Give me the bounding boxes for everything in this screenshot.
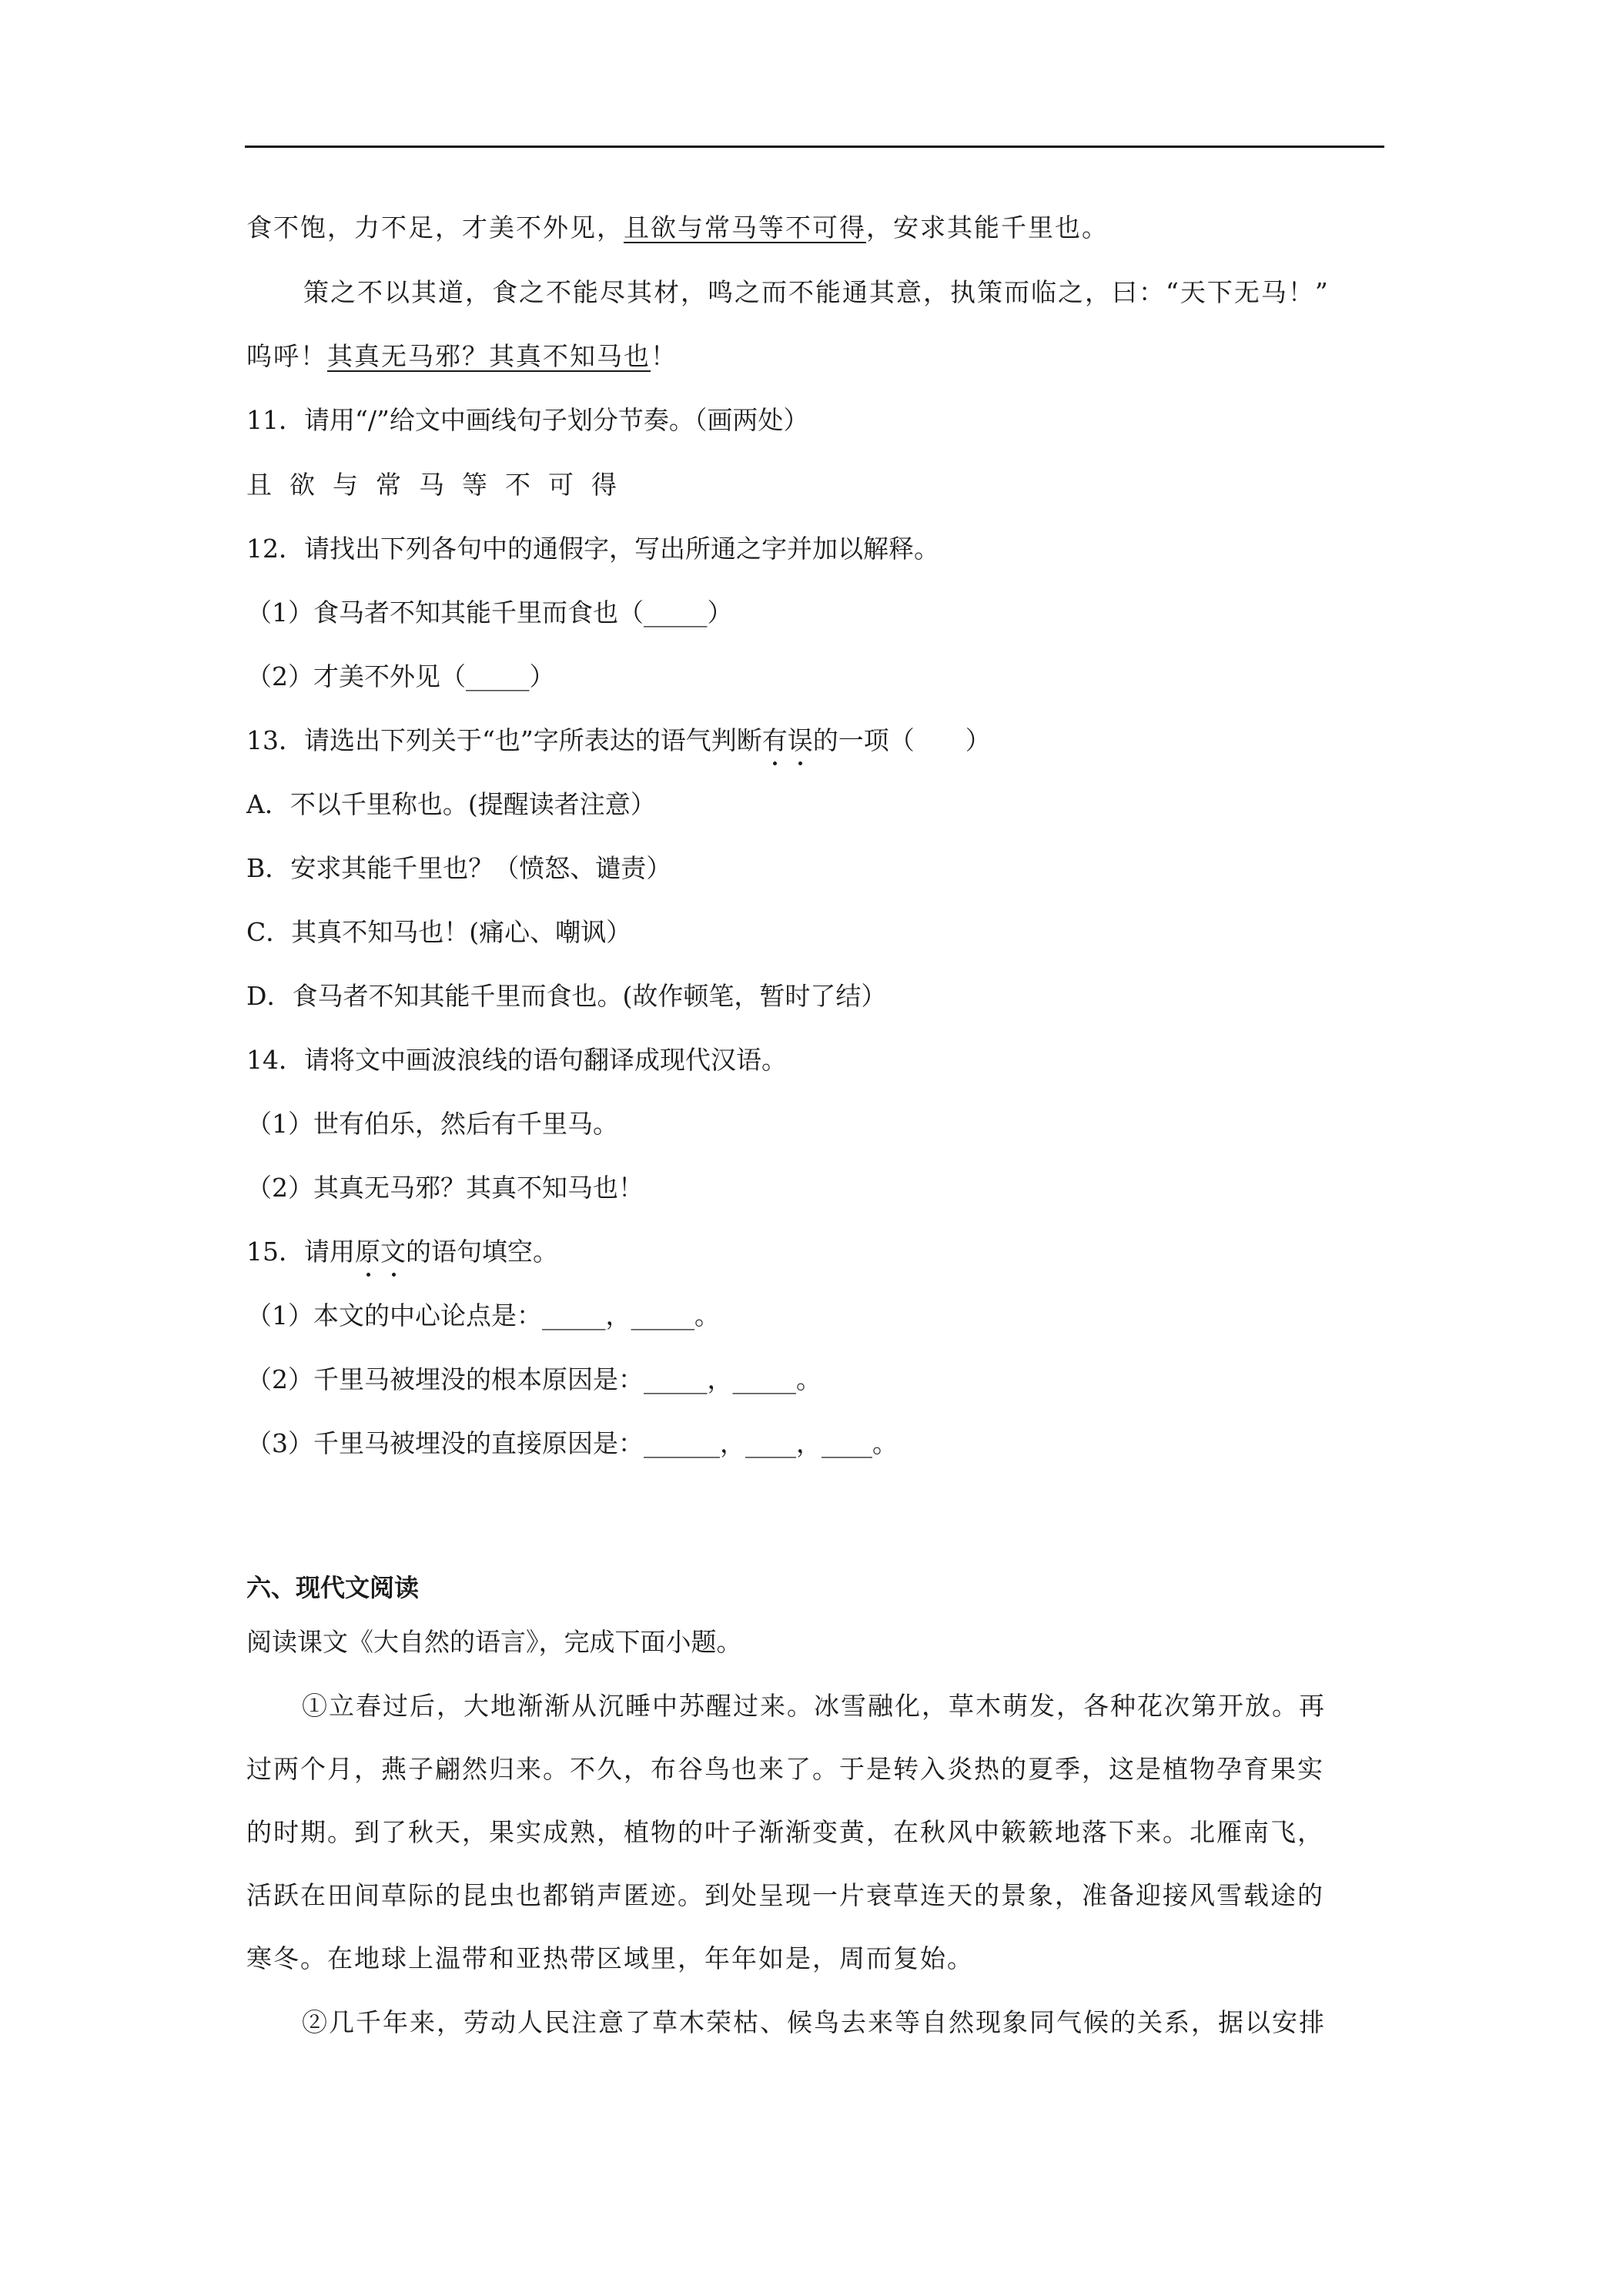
rhythm-sentence: 且欲与常马等不可得: [246, 470, 634, 500]
question-item: （1）世有伯乐，然后有千里马。: [246, 1109, 618, 1139]
passage-line-1: [246, 211, 1109, 245]
question-15-item-3: [246, 1427, 898, 1461]
passage-line-2: [303, 276, 1330, 310]
passage-text: ！: [651, 341, 678, 371]
question-item: （2）其真无马邪？其真不知马也！: [246, 1173, 644, 1203]
article-paragraph-1-line-4: [246, 1879, 1324, 1913]
section-intro-text: 阅读课文《大自然的语言》，完成下面小题。: [246, 1627, 742, 1657]
question-prompt: 11．请用“/”给文中画线句子划分节奏。（画两处）: [246, 405, 809, 435]
question-prompt: 的一项（ ）: [812, 725, 991, 755]
article-paragraph-2-line-1: [302, 2006, 1326, 2040]
question-prompt: 14．请将文中画波浪线的语句翻译成现代汉语。: [246, 1045, 787, 1075]
question-prompt: 15．请用: [246, 1237, 355, 1267]
question-15-item-1: [246, 1299, 720, 1333]
option-text: A．不以千里称也。(提醒读者注意）: [246, 789, 656, 819]
passage-text: 食不饱，力不足，才美不外见，: [246, 213, 624, 243]
question-item: （2）千里马被埋没的根本原因是：_____，_____。: [246, 1364, 822, 1394]
passage-text: 策之不以其道，食之不能尽其材，鸣之而不能通其意，执策而临之，曰：“天下无马！”: [303, 277, 1330, 307]
option-text: D．食马者不知其能千里而食也。(故作顿笔，暂时了结）: [246, 981, 887, 1011]
question-14-item-1: [246, 1107, 618, 1141]
question-12-item-1: [246, 596, 733, 630]
passage-text: ，安求其能千里也。: [866, 213, 1109, 243]
question-prompt: 13．请选出下列关于“也”字所表达的语气判断: [246, 725, 762, 755]
question-11: [246, 403, 808, 437]
underlined-sentence-1: 且欲与常马等不可得: [624, 213, 866, 243]
article-paragraph-1-line-2: [246, 1752, 1324, 1786]
section-title: 六、现代文阅读: [246, 1573, 420, 1602]
article-text: 过两个月，燕子翩然归来。不久，布谷鸟也来了。于是转入炎热的夏季，这是植物孕育果实: [246, 1754, 1324, 1784]
option-text: B．安求其能千里也？（愤怒、谴责）: [246, 853, 672, 883]
emphasis-dot-char: 误: [788, 724, 813, 758]
emphasis-dot-char: 原: [355, 1235, 380, 1269]
question-prompt: 12．请找出下列各句中的通假字，写出所通之字并加以解释。: [246, 534, 939, 564]
question-13: [246, 724, 991, 758]
article-text: 的时期。到了秋天，果实成熟，植物的叶子渐渐变黄，在秋风中簌簌地落下来。北雁南飞，: [246, 1817, 1324, 1847]
article-text: ②几千年来，劳动人民注意了草木荣枯、候鸟去来等自然现象同气候的关系，据以安排: [302, 2007, 1326, 2037]
passage-line-3: [246, 340, 678, 373]
question-15-item-2: [246, 1363, 822, 1397]
passage-text: 呜呼！: [246, 341, 327, 371]
question-14-item-2: [246, 1171, 644, 1205]
header-rule: [245, 146, 1384, 148]
article-text: 寒冬。在地球上温带和亚热带区域里，年年如是，周而复始。: [246, 1943, 974, 1973]
question-11-answer-line: [246, 468, 634, 502]
section-heading: [246, 1571, 419, 1605]
emphasis-dot-char: 文: [380, 1235, 406, 1269]
question-prompt: 的语句填空。: [406, 1237, 558, 1267]
question-13-option-c: [246, 915, 631, 949]
question-13-option-a: [246, 788, 656, 822]
question-item: （1）食马者不知其能千里而食也（_____）: [246, 597, 733, 628]
article-paragraph-1-line-1: [302, 1689, 1326, 1723]
underlined-sentence-2: 其真无马邪？其真不知马也: [327, 341, 651, 371]
question-item: （3）千里马被埋没的直接原因是：______，____，____。: [246, 1428, 898, 1458]
question-14: [246, 1043, 787, 1077]
article-text: 活跃在田间草际的昆虫也都销声匿迹。到处呈现一片衰草连天的景象，准备迎接风雪载途的: [246, 1880, 1324, 1910]
question-13-option-b: [246, 852, 671, 885]
article-paragraph-1-line-5: [246, 1942, 974, 1976]
question-13-option-d: [246, 979, 886, 1013]
question-12: [246, 532, 939, 566]
option-text: C．其真不知马也！(痛心、嘲讽）: [246, 917, 632, 947]
question-15: [246, 1235, 558, 1269]
emphasis-dot-char: 有: [762, 724, 788, 758]
question-item: （2）才美不外见（_____）: [246, 661, 555, 691]
article-paragraph-1-line-3: [246, 1816, 1324, 1849]
question-item: （1）本文的中心论点是：_____，_____。: [246, 1300, 720, 1330]
question-12-item-2: [246, 660, 555, 694]
article-text: ①立春过后，大地渐渐从沉睡中苏醒过来。冰雪融化，草木萌发，各种花次第开放。再: [302, 1691, 1326, 1721]
section-intro: [246, 1625, 742, 1659]
